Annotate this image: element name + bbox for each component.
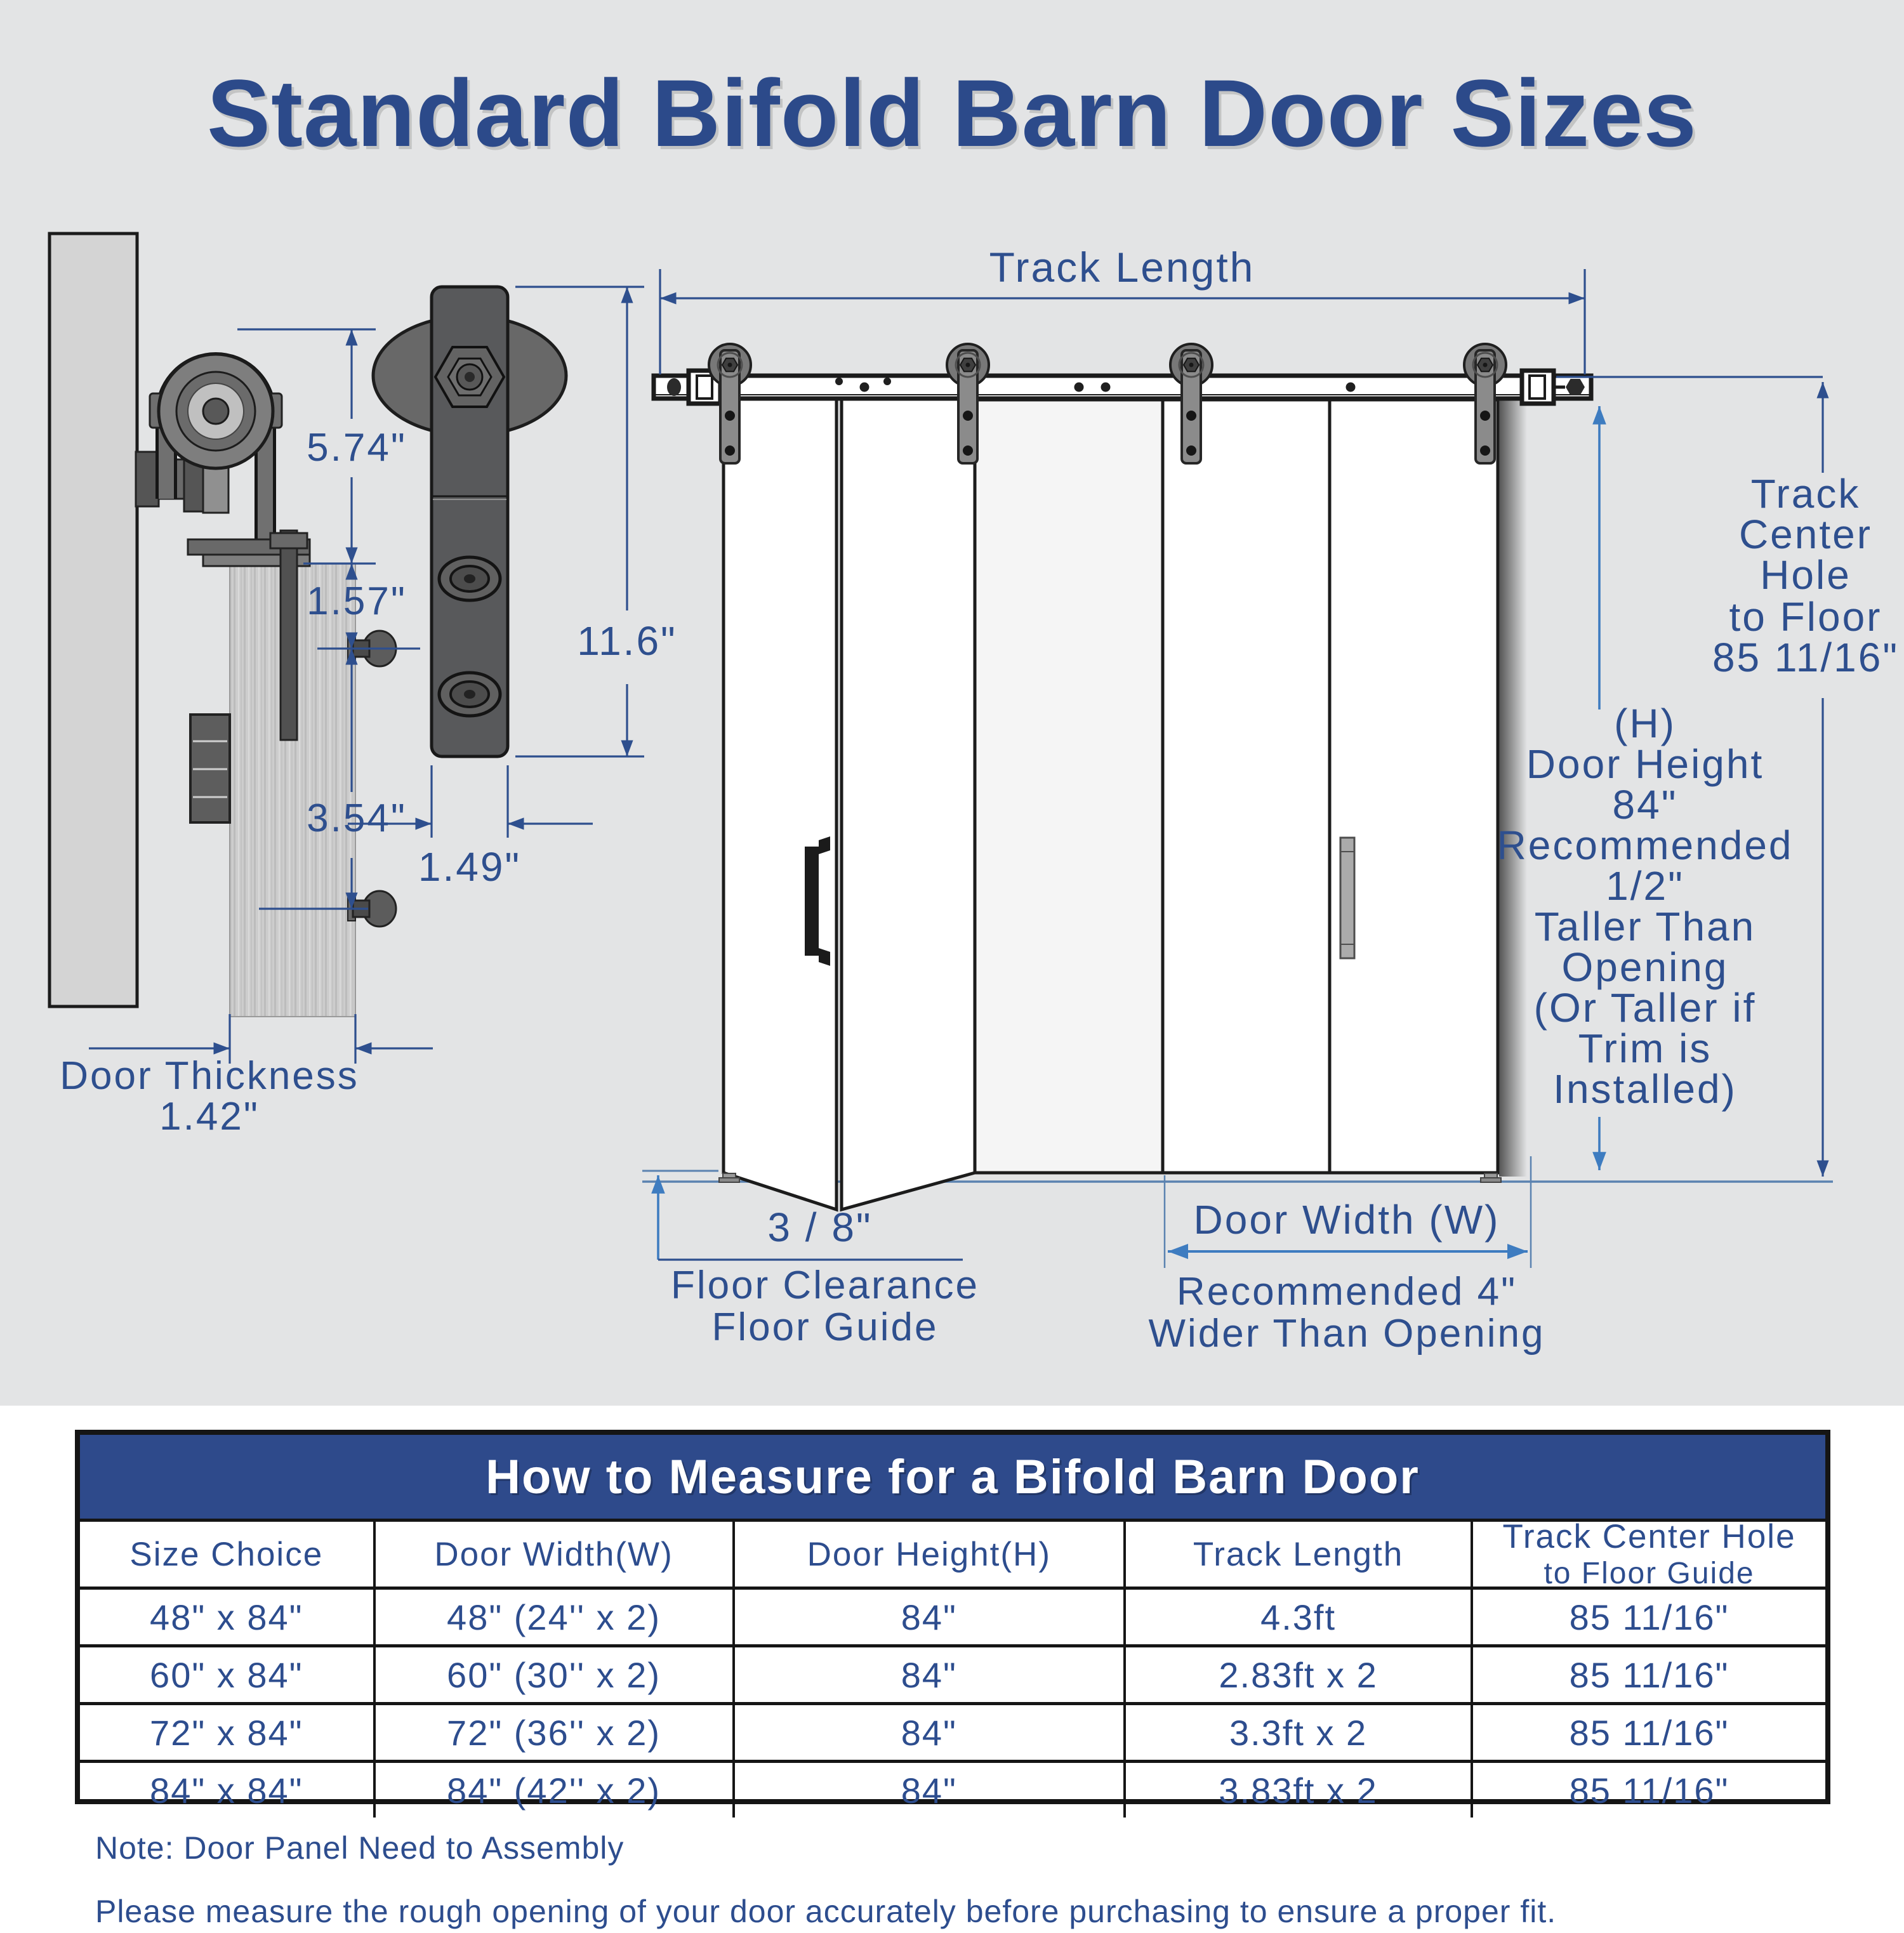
table-cell: 2.83ft x 2 [1126, 1644, 1473, 1702]
svg-text:to Floor: to Floor [1729, 594, 1882, 640]
floor-clearance-value: 3 / 8" [767, 1204, 873, 1250]
table-cell: 84" [735, 1702, 1127, 1760]
hanger-height-dim: 11.6" [577, 618, 677, 664]
table-cell: 84" [735, 1644, 1127, 1702]
door-panels [724, 379, 1498, 1210]
floor-guide-label: Floor Guide [711, 1305, 939, 1349]
panel-folded-right [842, 379, 975, 1210]
panel-three [975, 400, 1163, 1173]
table-cell: 84" x 84" [80, 1760, 376, 1818]
column-header-size-choice: Size Choice [80, 1519, 376, 1587]
column-header-track-length: Track Length [1126, 1519, 1473, 1587]
table-cell: 85 11/16" [1473, 1644, 1825, 1702]
svg-text:Taller Than: Taller Than [1534, 904, 1756, 949]
table-cell: 85 11/16" [1473, 1702, 1825, 1760]
table-cell: 60" x 84" [80, 1644, 376, 1702]
door-elevation [642, 244, 1899, 1356]
svg-text:Door Height: Door Height [1526, 741, 1764, 787]
svg-text:Hole: Hole [1760, 552, 1851, 598]
svg-text:Track: Track [1750, 471, 1861, 517]
table-cell: 72" x 84" [80, 1702, 376, 1760]
svg-text:Installed): Installed) [1553, 1066, 1737, 1112]
measure-note: Please measure the rough opening of your door accurately before purchasing to ensure a proper fit. [95, 1894, 1557, 1929]
svg-text:1/2": 1/2" [1606, 863, 1684, 909]
table-cell: 48" x 84" [80, 1587, 376, 1644]
wall-cross-section [50, 234, 137, 1006]
hanger-width-dim: 1.49" [418, 844, 522, 890]
track-length-label: Track Length [989, 244, 1255, 291]
svg-text:(H): (H) [1614, 701, 1676, 746]
page-title: Standard Bifold Barn Door Sizes [207, 60, 1697, 166]
panel-four [1163, 400, 1330, 1173]
dim-door-top-gap: 1.57" [307, 579, 407, 623]
measurement-table [75, 1430, 1830, 1811]
door-height-text-block [1497, 701, 1794, 1112]
door-edge-shadow [1499, 397, 1527, 1177]
column-header-track-center: Track Center Hole to Floor Guide [1473, 1519, 1825, 1587]
svg-text:(Or Taller if: (Or Taller if [1533, 985, 1757, 1031]
table-cell: 60" (30'' x 2) [376, 1644, 735, 1702]
column-header-door-width: Door Width(W) [376, 1519, 735, 1587]
dim-bolt-spacing: 3.54" [307, 796, 407, 840]
table-grid [80, 1519, 1825, 1818]
dim-roller-height: 5.74" [307, 426, 407, 470]
table-cell: 4.3ft [1126, 1587, 1473, 1644]
door-width-note2: Wider Than Opening [1148, 1312, 1545, 1356]
table-cell: 84" (42'' x 2) [376, 1760, 735, 1818]
table-cell: 3.3ft x 2 [1126, 1702, 1473, 1760]
table-title: How to Measure for a Bifold Barn Door [80, 1435, 1825, 1519]
svg-text:Opening: Opening [1561, 944, 1729, 990]
svg-text:85 11/16": 85 11/16" [1712, 635, 1900, 680]
strap-bolt-hole-upper [439, 557, 500, 600]
floor-clearance-label: Floor Clearance [670, 1263, 980, 1307]
table-cell: 72" (36'' x 2) [376, 1702, 735, 1760]
panel-five [1330, 400, 1498, 1173]
svg-text:Recommended: Recommended [1497, 822, 1794, 868]
strap-bolt-hole-lower [439, 673, 500, 716]
table-cell: 85 11/16" [1473, 1587, 1825, 1644]
svg-text:Trim is: Trim is [1578, 1026, 1712, 1071]
door-width-note1: Recommended 4" [1176, 1270, 1517, 1314]
track-left-bolt [667, 378, 681, 396]
svg-text:84": 84" [1612, 782, 1678, 828]
svg-text:Center: Center [1738, 511, 1873, 557]
table-cell: 84" [735, 1587, 1127, 1644]
door-thickness-label: Door Thickness [60, 1054, 359, 1098]
track-rail [654, 371, 1591, 404]
table-cell: 48" (24'' x 2) [376, 1587, 735, 1644]
wall-hinge-block [190, 715, 230, 822]
table-cell: 3.83ft x 2 [1126, 1760, 1473, 1818]
door-thickness-value: 1.42" [159, 1095, 260, 1138]
door-width-label: Door Width (W) [1193, 1197, 1500, 1243]
table-cell: 84" [735, 1760, 1127, 1818]
footer-notes [95, 1826, 1556, 1933]
panel-folded-left [724, 379, 836, 1210]
assembly-note: Note: Door Panel Need to Assembly [95, 1830, 625, 1866]
column-header-door-height: Door Height(H) [735, 1519, 1127, 1587]
gray-door-handle [1340, 838, 1354, 958]
table-cell: 85 11/16" [1473, 1760, 1825, 1818]
track-center-text-block [1712, 471, 1899, 680]
